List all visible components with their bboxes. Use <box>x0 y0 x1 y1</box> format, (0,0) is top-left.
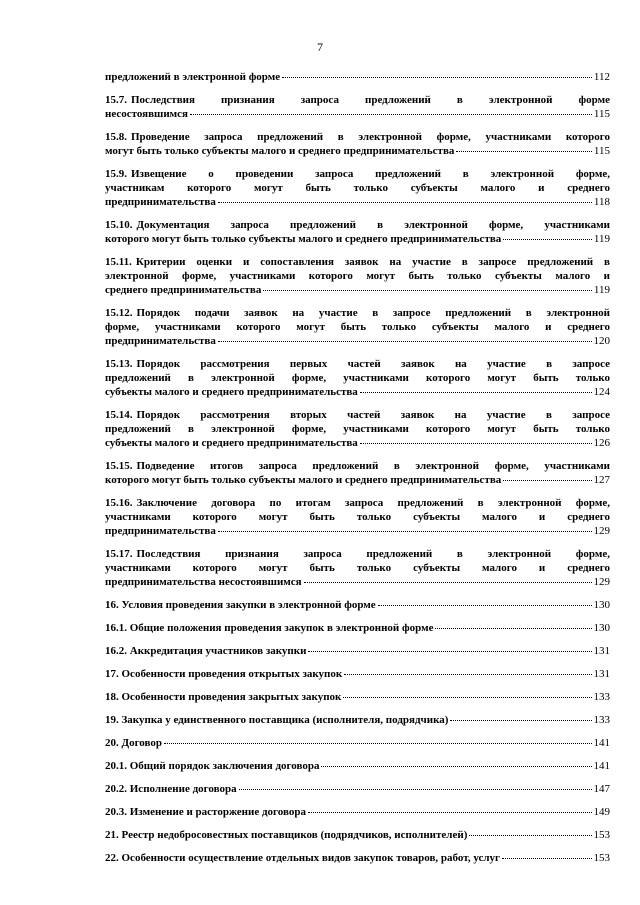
toc-entry[interactable] <box>105 93 610 121</box>
toc-entry-page: 141 <box>593 737 610 749</box>
toc-entry-title: несостоявшимся <box>105 108 189 120</box>
toc-entry[interactable] <box>105 408 610 450</box>
toc-entry-title: 20.1. Общий порядок заключения договора <box>105 760 320 772</box>
toc-entry-title: предпринимательства несостоявшимся <box>105 576 302 588</box>
toc-entry-title: 17. Особенности проведения открытых закупок <box>105 668 343 680</box>
toc-entry[interactable] <box>105 459 610 487</box>
toc-entry-number: 15.14. <box>105 409 133 421</box>
toc-entry-title-line: Порядок рассмотрения вторых частей заявок на участие в запросе <box>136 409 610 421</box>
toc-entry-title: 20. Договор <box>105 737 162 749</box>
toc-entry[interactable] <box>105 736 610 750</box>
dot-leader <box>469 834 591 836</box>
toc-entry-title-line: Извещение о проведении запроса предложений в электронной форме, <box>131 168 610 180</box>
toc-entry[interactable] <box>105 255 610 297</box>
toc-entry-title: 16.1. Общие положения проведения закупок в электронной форме <box>105 622 434 634</box>
toc-entry[interactable] <box>105 598 610 612</box>
toc-entry-page: 124 <box>593 386 610 398</box>
toc-entry[interactable] <box>105 828 610 842</box>
toc-entry-title: 20.3. Изменение и расторжение договора <box>105 806 306 818</box>
toc-entry-title-line: электронной форме, участниками которого могут быть только субъекты малого и <box>105 270 610 282</box>
toc-entry-page: 130 <box>593 599 610 611</box>
toc-entry-number: 15.12. <box>105 307 133 319</box>
toc-entry-number: 15.7. <box>105 94 127 106</box>
toc-entry-page: 120 <box>593 335 610 347</box>
toc-entry-page: 119 <box>593 284 610 296</box>
dot-leader <box>308 811 592 813</box>
dot-leader <box>502 857 591 859</box>
toc-entry-title: предпринимательства <box>105 335 216 347</box>
toc-entry-title: среднего предпринимательства <box>105 284 262 296</box>
toc-entry-page: 118 <box>593 196 610 208</box>
dot-leader <box>360 442 592 444</box>
toc-entry-title-line: предложений в электронной форме, участниками которого могут быть только <box>105 423 610 435</box>
toc-entry-number: 15.10. <box>105 219 133 231</box>
table-of-contents <box>105 70 610 874</box>
toc-entry[interactable] <box>105 306 610 348</box>
toc-entry-title: 19. Закупка у единственного поставщика (исполнителя, подрядчика) <box>105 714 449 726</box>
toc-entry-title-line: Подведение итогов запроса предложений в электронной форме, участниками <box>136 460 610 472</box>
toc-entry-title: которого могут быть только субъекты малого и среднего предпринимательства <box>105 233 502 245</box>
dot-leader <box>218 530 592 532</box>
toc-entry-title-line: Критерии оценки и сопоставления заявок на участие в запросе предложений в <box>135 256 610 268</box>
toc-entry-title: 18. Особенности проведения закрытых закупок <box>105 691 342 703</box>
dot-leader <box>282 76 592 78</box>
toc-entry[interactable] <box>105 167 610 209</box>
dot-leader <box>164 742 592 744</box>
toc-entry[interactable] <box>105 547 610 589</box>
toc-entry-page: 115 <box>593 108 610 120</box>
toc-entry-title: предложений в электронной форме <box>105 71 281 83</box>
toc-entry[interactable] <box>105 759 610 773</box>
dot-leader <box>218 201 592 203</box>
toc-entry-page: 153 <box>593 829 610 841</box>
toc-entry-number: 15.16. <box>105 497 133 509</box>
toc-entry-page: 115 <box>593 145 610 157</box>
dot-leader <box>503 479 591 481</box>
toc-entry-title: предпринимательства <box>105 196 216 208</box>
toc-entry-page: 112 <box>593 71 610 83</box>
toc-entry-title-line: Заключение договора по итогам запроса предложений в электронной форме, <box>136 497 610 509</box>
toc-entry-title-line: участниками которого могут быть только субъекты малого и среднего <box>105 562 610 574</box>
toc-entry-number: 15.13. <box>105 358 133 370</box>
dot-leader <box>263 289 592 291</box>
dot-leader <box>239 788 592 790</box>
toc-entry-title: 16.2. Аккредитация участников закупки <box>105 645 307 657</box>
toc-entry-title-line: Проведение запроса предложений в электронной форме, участниками которого <box>131 131 610 143</box>
toc-entry-page: 133 <box>593 714 610 726</box>
toc-entry-page: 130 <box>593 622 610 634</box>
toc-entry[interactable] <box>105 70 610 84</box>
toc-entry[interactable] <box>105 805 610 819</box>
toc-entry-number: 15.15. <box>105 460 133 472</box>
toc-entry-page: 119 <box>593 233 610 245</box>
dot-leader <box>343 696 591 698</box>
toc-entry-page: 126 <box>593 437 610 449</box>
toc-entry[interactable] <box>105 667 610 681</box>
toc-entry-title-line: Последствия признания запроса предложений в электронной форме <box>131 94 610 106</box>
toc-entry-page: 131 <box>593 668 610 680</box>
toc-entry-title-line: Последствия признания запроса предложений в электронной форме, <box>136 548 610 560</box>
toc-entry-title: 16. Условия проведения закупки в электронной форме <box>105 599 376 611</box>
dot-leader <box>304 581 592 583</box>
toc-entry-number: 15.8. <box>105 131 127 143</box>
toc-entry-page: 131 <box>593 645 610 657</box>
toc-entry-page: 141 <box>593 760 610 772</box>
page-number: 7 <box>317 40 323 54</box>
toc-entry[interactable] <box>105 496 610 538</box>
toc-entry-title: 21. Реестр недобросовестных поставщиков (подрядчиков, исполнителей) <box>105 829 468 841</box>
toc-entry[interactable] <box>105 713 610 727</box>
toc-entry-title: которого могут быть только субъекты малого и среднего предпринимательства <box>105 474 502 486</box>
toc-entry-page: 129 <box>593 525 610 537</box>
toc-entry-page: 133 <box>593 691 610 703</box>
toc-entry-title: 20.2. Исполнение договора <box>105 783 237 795</box>
toc-entry-page: 149 <box>593 806 610 818</box>
dot-leader <box>308 650 591 652</box>
toc-entry[interactable] <box>105 130 610 158</box>
toc-entry-title: могут быть только субъекты малого и среднего предпринимательства <box>105 145 455 157</box>
toc-entry-number: 15.11. <box>105 256 132 268</box>
dot-leader <box>321 765 591 767</box>
toc-entry-title-line: Порядок рассмотрения первых частей заявок на участие в запросе <box>136 358 610 370</box>
toc-entry[interactable] <box>105 218 610 246</box>
dot-leader <box>456 150 592 152</box>
dot-leader <box>435 627 591 629</box>
toc-entry[interactable] <box>105 644 610 658</box>
toc-entry-title-line: Порядок подачи заявок на участие в запросе предложений в электронной <box>136 307 610 319</box>
toc-entry-page: 153 <box>593 852 610 864</box>
dot-leader <box>503 238 592 240</box>
toc-entry-title-line: предложений в электронной форме, участниками которого могут быть только <box>105 372 610 384</box>
toc-entry[interactable] <box>105 851 610 865</box>
dot-leader <box>360 391 592 393</box>
toc-entry-number: 15.17. <box>105 548 133 560</box>
toc-entry-title: субъекты малого и среднего предпринимательства <box>105 437 358 449</box>
dot-leader <box>344 673 591 675</box>
toc-entry[interactable] <box>105 690 610 704</box>
toc-entry-title: субъекты малого и среднего предпринимательства <box>105 386 358 398</box>
toc-entry[interactable] <box>105 357 610 399</box>
toc-entry-title: предпринимательства <box>105 525 216 537</box>
toc-entry-title-line: форме, участниками которого могут быть только субъекты малого и среднего <box>105 321 610 333</box>
dot-leader <box>378 604 592 606</box>
toc-entry-page: 147 <box>593 783 610 795</box>
toc-entry-title-line: участниками которого могут быть только субъекты малого и среднего <box>105 511 610 523</box>
dot-leader <box>218 340 592 342</box>
dot-leader <box>190 113 592 115</box>
toc-entry-page: 127 <box>593 474 610 486</box>
toc-entry-title-line: участникам которого могут быть только субъекты малого и среднего <box>105 182 610 194</box>
toc-entry-page: 129 <box>593 576 610 588</box>
toc-entry-title: 22. Особенности осуществление отдельных видов закупок товаров, работ, услуг <box>105 852 501 864</box>
toc-entry-title-line: Документация запроса предложений в электронной форме, участниками <box>136 219 610 231</box>
dot-leader <box>450 719 591 721</box>
toc-entry[interactable] <box>105 782 610 796</box>
toc-entry[interactable] <box>105 621 610 635</box>
toc-entry-number: 15.9. <box>105 168 127 180</box>
